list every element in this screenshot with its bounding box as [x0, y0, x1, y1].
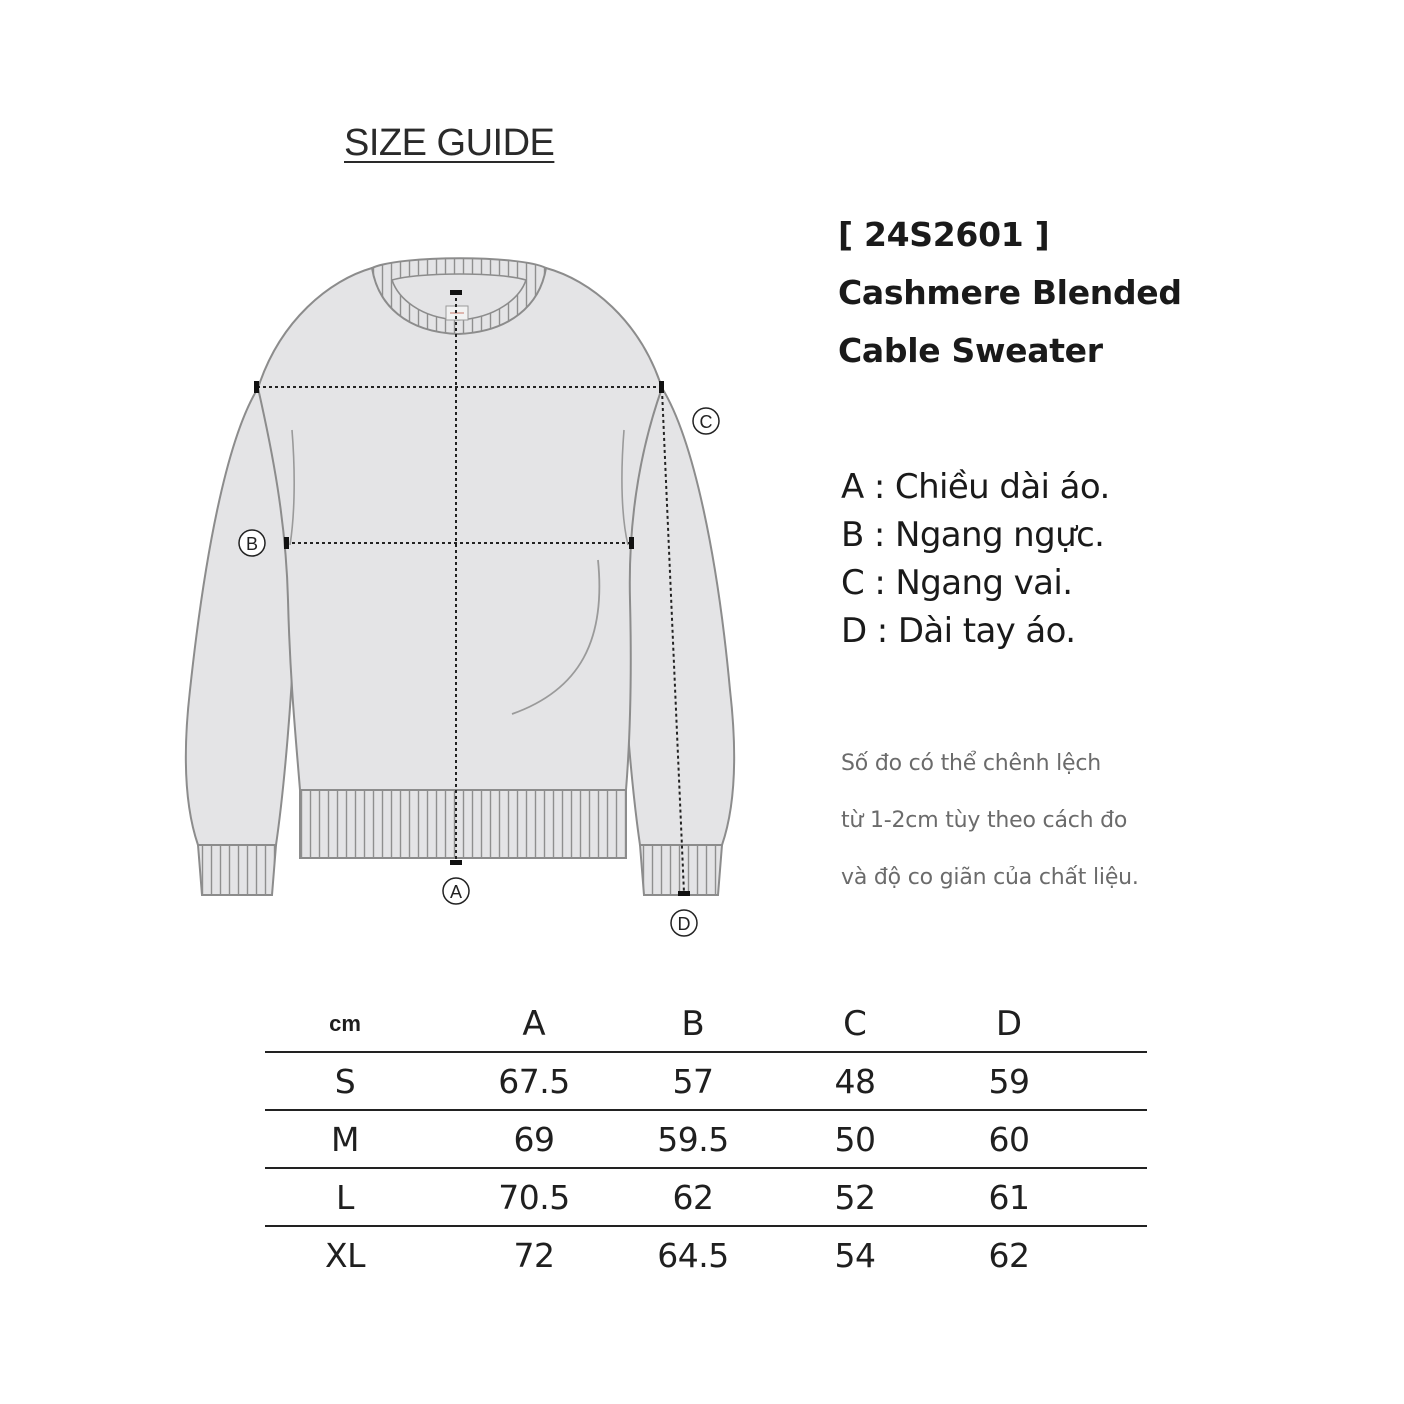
value-d: 62	[988, 1235, 1030, 1275]
column-header-b: B	[643, 996, 743, 1052]
size-label: XL	[325, 1235, 365, 1275]
hem-rib	[300, 790, 626, 858]
value-c: 52	[743, 1168, 967, 1226]
size-label: L	[265, 1168, 425, 1226]
value-a: 67.5	[425, 1052, 643, 1110]
marker-b	[239, 530, 265, 556]
left-cuff	[198, 845, 276, 895]
value-b: 62	[643, 1168, 743, 1226]
value-d: 61	[967, 1168, 1051, 1226]
value-a: 72	[513, 1235, 555, 1275]
garment-body	[258, 268, 662, 790]
column-spacer	[1051, 996, 1147, 1052]
table-row	[265, 1226, 1147, 1283]
product-name-line-2: Cable Sweater	[838, 331, 1103, 370]
legend-item-a: A : Chiều dài áo.	[841, 467, 1110, 507]
value-d: 60	[967, 1110, 1051, 1168]
note-line-3: và độ co giãn của chất liệu.	[841, 865, 1139, 890]
value-c: 54	[834, 1235, 876, 1275]
product-name-line-1: Cashmere Blended	[838, 273, 1182, 312]
marker-a	[443, 878, 469, 904]
svg-text:B: B	[245, 534, 259, 554]
value-d: 59	[967, 1052, 1051, 1110]
size-table	[265, 996, 1147, 1283]
svg-text:C: C	[699, 412, 713, 432]
product-code: [ 24S2601 ]	[838, 215, 1050, 254]
value-b: 64.5	[657, 1235, 729, 1275]
table-row	[265, 1168, 1147, 1226]
page-title: SIZE GUIDE	[344, 122, 555, 164]
table-row	[265, 1110, 1147, 1168]
value-c: 50	[743, 1110, 967, 1168]
size-label: M	[265, 1110, 425, 1168]
value-a: 69	[425, 1110, 643, 1168]
table-header-row	[265, 996, 1147, 1052]
unit-header: cm	[265, 996, 425, 1052]
value-b: 59.5	[643, 1110, 743, 1168]
note-line-1: Số đo có thể chênh lệch	[841, 751, 1102, 776]
legend-item-d: D : Dài tay áo.	[841, 611, 1076, 651]
table-row	[265, 1052, 1147, 1110]
value-a: 70.5	[425, 1168, 643, 1226]
svg-text:D: D	[677, 914, 691, 934]
column-header-d: D	[967, 996, 1051, 1052]
right-cuff	[640, 845, 722, 895]
svg-text:A: A	[449, 882, 463, 902]
marker-c	[693, 408, 719, 434]
marker-d	[671, 910, 697, 936]
legend-item-b: B : Ngang ngực.	[841, 515, 1105, 555]
column-header-c: C	[743, 996, 967, 1052]
legend-item-c: C : Ngang vai.	[841, 563, 1073, 603]
size-label: S	[265, 1052, 425, 1110]
value-c: 48	[743, 1052, 967, 1110]
column-header-a: A	[425, 996, 643, 1052]
value-b: 57	[643, 1052, 743, 1110]
note-line-2: từ 1-2cm tùy theo cách đo	[841, 808, 1128, 833]
